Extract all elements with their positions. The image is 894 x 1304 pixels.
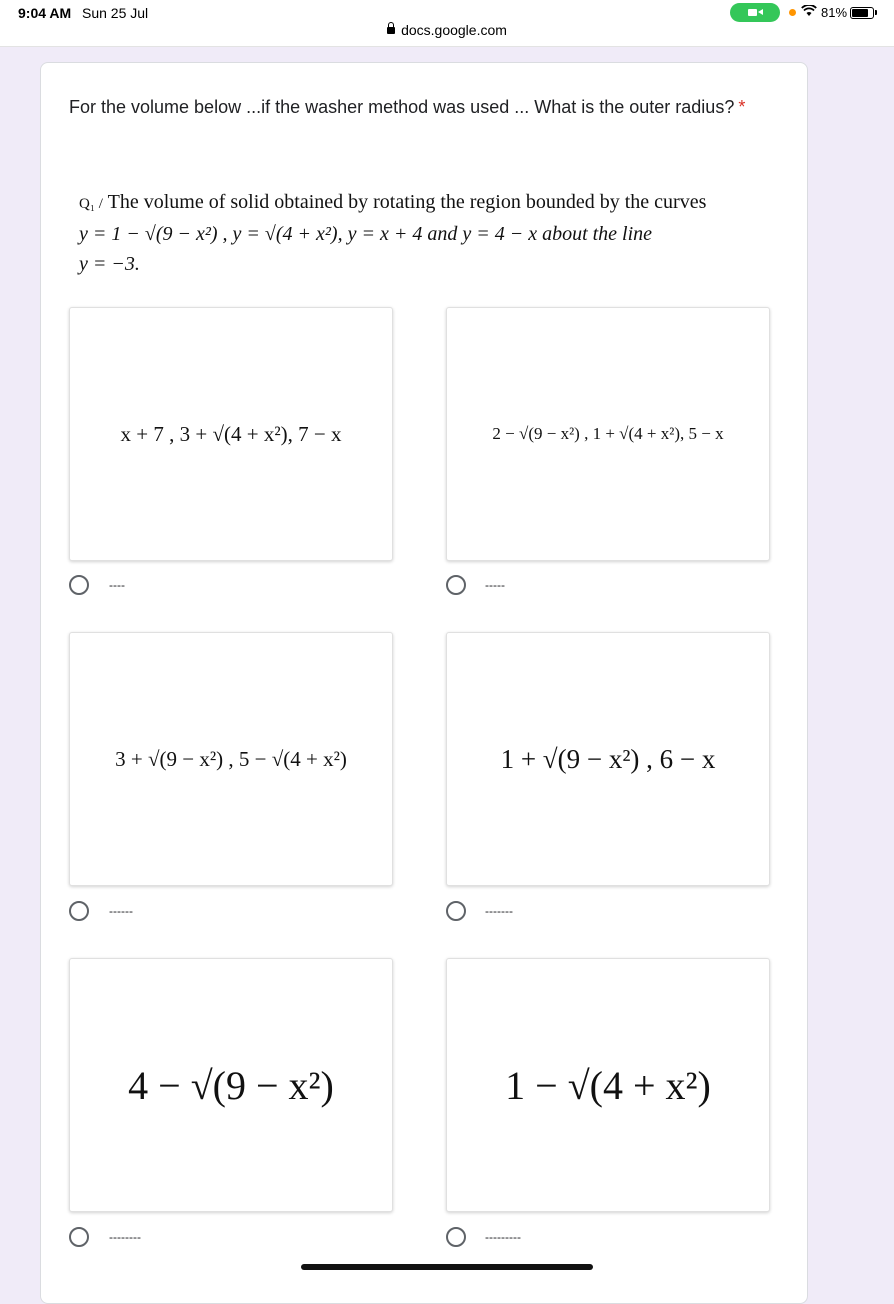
option-image-text: 1 − √(4 + x²): [505, 1062, 711, 1108]
option-image-text: 3 + √(9 − x²) , 5 − √(4 + x²): [115, 746, 347, 771]
question-image-line1: The volume of solid obtained by rotating the region bounded by the curves: [107, 191, 707, 213]
status-date: Sun 25 Jul: [82, 5, 149, 21]
battery-percentage: 81%: [821, 5, 848, 20]
option-image-text: 2 − √(9 − x²) , 1 + √(4 + x²), 5 − x: [492, 424, 724, 443]
option-image-4: [446, 632, 770, 886]
option-image-text: 1 + √(9 − x²) , 6 − x: [500, 743, 716, 774]
question-image-line2: y = 1 − √(9 − x²) , y = √(4 + x²), y = x + 4 and y = 4 − x about the line: [79, 223, 653, 245]
option-radio-2[interactable]: [446, 575, 466, 595]
option-radio-5[interactable]: [69, 1227, 89, 1247]
option-label-5: --------: [109, 1230, 141, 1244]
home-indicator[interactable]: [301, 1264, 593, 1270]
option-radio-4[interactable]: [446, 901, 466, 921]
question-image-label: Q₁ /: [79, 196, 103, 212]
wifi-icon: [801, 5, 817, 20]
question-image: [79, 187, 769, 279]
lock-icon: [387, 27, 395, 34]
required-marker: *: [738, 97, 746, 117]
camera-icon: [730, 3, 780, 22]
question-image-line3: y = −3.: [79, 253, 140, 275]
status-bar: [0, 0, 894, 47]
url-text: docs.google.com: [401, 22, 507, 38]
option-label-6: ---------: [485, 1230, 521, 1244]
option-radio-3[interactable]: [69, 901, 89, 921]
url-bar[interactable]: [0, 22, 894, 38]
battery-icon: [850, 7, 874, 19]
recording-indicator-icon: [789, 9, 796, 16]
question-card: [40, 62, 808, 1304]
option-radio-6[interactable]: [446, 1227, 466, 1247]
question-title-text: For the volume below ...if the washer method was used ... What is the outer radius?: [69, 97, 735, 117]
status-time: 9:04 AM: [18, 5, 72, 21]
option-label-4: -------: [485, 904, 513, 918]
question-title: [69, 93, 769, 121]
option-image-text: x + 7 , 3 + √(4 + x²), 7 − x: [120, 421, 342, 446]
option-radio-1[interactable]: [69, 575, 89, 595]
option-image-2: [446, 307, 770, 561]
option-image-5: [69, 958, 393, 1212]
option-image-1: [69, 307, 393, 561]
option-label-3: ------: [109, 904, 133, 918]
option-image-text: 4 − √(9 − x²): [128, 1062, 334, 1108]
option-image-3: [69, 632, 393, 886]
option-image-6: [446, 958, 770, 1212]
option-label-1: ----: [109, 578, 125, 592]
option-label-2: -----: [485, 578, 505, 592]
